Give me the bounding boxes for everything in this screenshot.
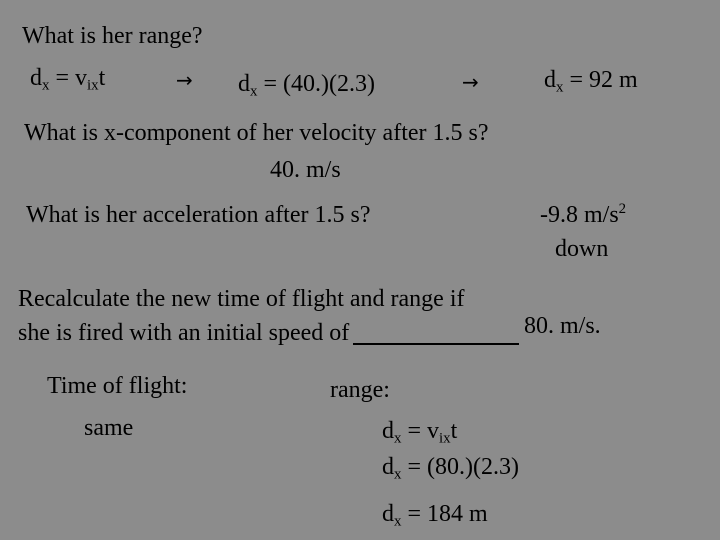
range-label: range: xyxy=(330,377,390,403)
right-arrow-icon: → xyxy=(176,68,193,92)
equation-rhs: = 184 m xyxy=(401,501,488,527)
var-d: d xyxy=(382,501,394,527)
sub-x: x xyxy=(394,430,402,447)
exponent: 2 xyxy=(618,201,627,218)
answer-acceleration xyxy=(540,203,626,227)
var-t: t xyxy=(98,65,106,91)
var-d: d xyxy=(544,67,556,93)
equation-rhs: = (40.)(2.3) xyxy=(257,71,375,97)
equation-range-substituted xyxy=(238,71,375,100)
question-line2-text: she is fired with an initial speed of xyxy=(18,320,350,346)
range-equation-substituted xyxy=(382,454,519,483)
sub-ix: ix xyxy=(438,430,451,447)
range-equation-formula xyxy=(382,418,458,447)
sub-x: x xyxy=(394,466,402,483)
time-of-flight-answer: same xyxy=(84,415,134,441)
time-of-flight-label: Time of flight: xyxy=(47,373,188,399)
var-d: d xyxy=(382,418,394,444)
equals: = xyxy=(401,418,427,444)
sub-x: x xyxy=(250,83,258,100)
question-range: What is her range? xyxy=(22,23,203,49)
question-recalculate-line1: Recalculate the new time of flight and range if xyxy=(18,286,465,312)
question-x-velocity: What is x-component of her velocity after 1.5 s? xyxy=(24,120,489,146)
equation-rhs: = (80.)(2.3) xyxy=(401,454,519,480)
var-d: d xyxy=(30,65,42,91)
answer-x-velocity: 40. m/s xyxy=(270,157,341,183)
sub-ix: ix xyxy=(86,77,99,94)
answer-acceleration-direction: down xyxy=(555,236,609,262)
fill-in-blank-line xyxy=(353,321,519,345)
var-v: v xyxy=(74,65,87,91)
sub-x: x xyxy=(556,79,564,96)
blank-fill-value: 80. m/s. xyxy=(524,313,601,339)
right-arrow-icon: → xyxy=(462,70,479,94)
equation-range-result xyxy=(544,67,638,96)
var-t: t xyxy=(450,418,458,444)
var-v: v xyxy=(426,418,439,444)
equals: = xyxy=(49,65,75,91)
sub-x: x xyxy=(42,77,50,94)
equation-range-formula xyxy=(30,65,106,94)
var-d: d xyxy=(382,454,394,480)
acceleration-value: -9.8 m/s xyxy=(540,202,619,228)
equation-rhs: = 92 m xyxy=(563,67,638,93)
range-equation-result xyxy=(382,501,488,530)
sub-x: x xyxy=(394,513,402,530)
var-d: d xyxy=(238,71,250,97)
question-recalculate-line2 xyxy=(18,321,519,345)
question-acceleration: What is her acceleration after 1.5 s? xyxy=(26,202,371,228)
